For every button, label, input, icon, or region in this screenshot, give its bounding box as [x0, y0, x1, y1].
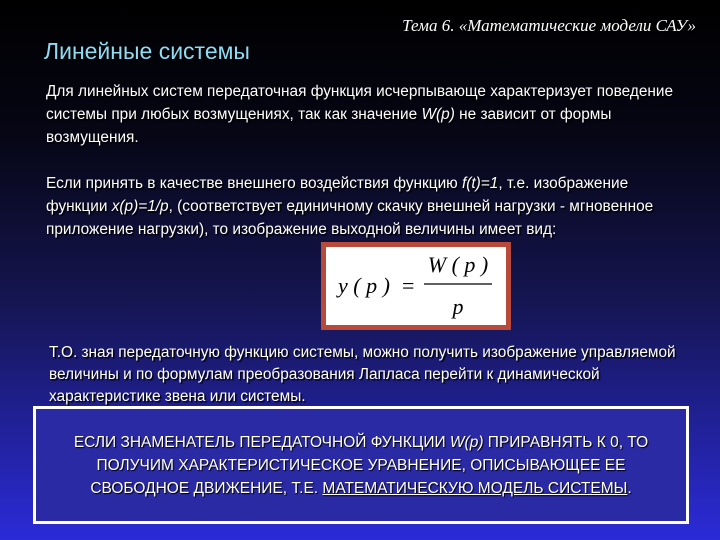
paragraph-laplace: Т.О. зная передаточную функцию системы, можно получить изображение управляемой величины и по формулам преобразования Лапласа перейти к динамической характеристике звена или системы. [49, 344, 676, 405]
note-text-c: . [627, 479, 632, 497]
note-text [36, 431, 686, 500]
var-xp: x(p)=1/p [111, 198, 169, 215]
var-ft: f(t)=1 [462, 175, 499, 192]
note-text-b: ПРИРАВНЯТЬ К 0, ТО ПОЛУЧИМ ХАРАКТЕРИСТИЧЕСКОЕ УРАВНЕНИЕ, ОПИСЫВАЮЩЕЕ ЕЕ СВОБОДНОЕ ДВИЖЕНИЕ, Т.Е. [90, 433, 649, 497]
paragraph2-text-a: Если принять в качестве внешнего воздействия функцию [46, 175, 462, 192]
formula-denominator: p [452, 294, 464, 319]
formula-graphic [326, 247, 506, 325]
formula-box [321, 242, 511, 330]
var-wp: W(p) [421, 106, 455, 123]
slide-title: Линейные системы [44, 38, 250, 64]
math-model-underlined: МАТЕМАТИЧЕСКУЮ МОДЕЛЬ СИСТЕМЫ [322, 479, 628, 497]
characteristic-equation-note [33, 406, 689, 524]
formula-equals: = [402, 273, 415, 298]
topic-header: Тема 6. «Математические модели САУ» [402, 16, 696, 35]
paragraph2-text-c: , (соответствует единичному скачку внешней нагрузки - мгновенное приложение нагрузки), то изображение выходной величины имеет вид: [46, 198, 654, 238]
formula-lhs: y ( p ) [338, 273, 390, 298]
note-text-a: ЕСЛИ ЗНАМЕНАТЕЛЬ ПЕРЕДАТОЧНОЙ ФУНКЦИИ [73, 433, 450, 451]
note-var-wp: W(p) [449, 433, 484, 451]
paragraph-step-input [46, 172, 666, 241]
paragraph1-text-b: не зависит от формы возмущения. [46, 106, 612, 146]
paragraph1-text-a: Для линейных систем передаточная функция исчерпывающе характеризует поведение системы при любых возмущениях, так как значение [46, 83, 674, 123]
formula-numerator: W ( p ) [427, 252, 489, 277]
paragraph-transfer-function [46, 80, 686, 149]
paragraph2-text-b: , т.е. изображение функции [46, 175, 629, 215]
